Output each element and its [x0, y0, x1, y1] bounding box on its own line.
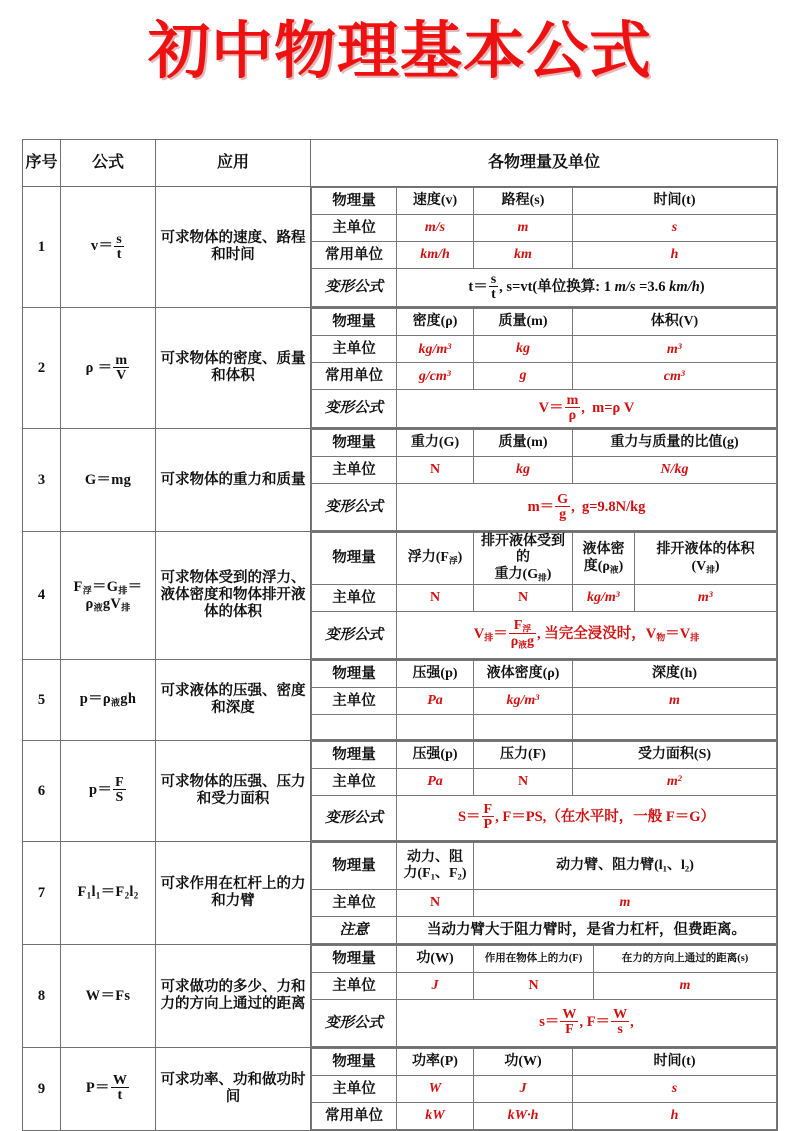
subrow-variant: [312, 999, 777, 1046]
subrow-label: 变形公式: [312, 611, 397, 658]
quantity-cell: 路程(s): [474, 188, 573, 215]
unit-cell: $kg/m^3$: [573, 584, 635, 611]
quantity-cell: 质量(m): [474, 309, 573, 336]
subrow-label: 主单位: [312, 584, 397, 611]
subrow-variant: [312, 484, 777, 531]
subrow-quantity: [312, 741, 777, 768]
subrow-label: 常用单位: [312, 242, 397, 269]
row-quantities: [311, 532, 778, 660]
row-application: 可求物体的密度、质量和体积: [156, 308, 311, 429]
unit-cell: N: [397, 584, 474, 611]
quantity-cell: 深度(h): [573, 660, 777, 687]
subrow-main-unit: [312, 889, 777, 916]
header-application: 应用: [156, 140, 311, 187]
unit-cell: kW: [397, 1102, 474, 1129]
row-index: 2: [23, 308, 61, 429]
row-index: 8: [23, 944, 61, 1047]
row-index: 7: [23, 841, 61, 944]
subrow-label: 常用单位: [312, 363, 397, 390]
quantity-cell: 时间(t): [573, 188, 777, 215]
empty-cell: [474, 714, 573, 739]
subrow-quantity: [312, 945, 777, 972]
variant-formula: s＝ $\frac{W}{F}$ , F＝ $\frac{W}{s}$ ,: [397, 999, 777, 1046]
quantity-cell: 压强(p): [397, 741, 474, 768]
unit-cell: Pa: [397, 768, 474, 795]
subrow-label: 主单位: [312, 687, 397, 714]
row-quantities: [311, 429, 778, 532]
subrow-common-unit: [312, 363, 777, 390]
row-formula: G＝mg: [61, 429, 156, 532]
quantity-cell: 液体密 度$(\rho_液)$: [573, 533, 635, 585]
table-header-row: [23, 140, 778, 187]
unit-cell: m: [474, 215, 573, 242]
subrow-label: 物理量: [312, 842, 397, 889]
unit-cell: kg: [474, 457, 573, 484]
row-application: 可求作用在杠杆上的力和力臂: [156, 841, 311, 944]
table-row: [23, 429, 778, 532]
row-formula: p＝ $\frac{F}{S}$: [61, 740, 156, 841]
variant-formula: S＝ $\frac{F}{P}$ , F＝PS,（在水平时，一般 F＝G）: [397, 795, 777, 840]
unit-cell: $m^2$: [573, 768, 777, 795]
subrow-label: 主单位: [312, 972, 397, 999]
empty-cell: [397, 714, 474, 739]
row-index: 1: [23, 187, 61, 308]
row-quantities: [311, 740, 778, 841]
row-formula: ρ ＝ $\frac{m}{V}$: [61, 308, 156, 429]
subrow-quantity: [312, 842, 777, 889]
subrow-variant: [312, 390, 777, 428]
unit-cell: kW·h: [474, 1102, 573, 1129]
row-index: 9: [23, 1047, 61, 1130]
header-quantities: 各物理量及单位: [311, 140, 778, 187]
quantity-cell: 重力与质量的比值(g): [573, 430, 777, 457]
row-quantities: [311, 187, 778, 308]
quantity-cell: 受力面积(S): [573, 741, 777, 768]
subrow-label: 变形公式: [312, 484, 397, 531]
quantity-cell: 密度(ρ): [397, 309, 474, 336]
quantity-cell: 排开液体的体积 $(V_排)$: [635, 533, 777, 585]
subrow-label: 主单位: [312, 336, 397, 363]
subrow-label: 变形公式: [312, 795, 397, 840]
table-row: [23, 659, 778, 740]
table-row: [23, 944, 778, 1047]
subrow-quantity: [312, 430, 777, 457]
unit-cell: kg: [474, 336, 573, 363]
subrow-label: 主单位: [312, 215, 397, 242]
unit-cell: Pa: [397, 687, 474, 714]
unit-cell: N: [397, 457, 474, 484]
subrow-variant: [312, 795, 777, 840]
unit-cell: J: [474, 1075, 573, 1102]
unit-cell: $g/cm^3$: [397, 363, 474, 390]
unit-cell: m: [594, 972, 777, 999]
unit-cell: m: [474, 889, 777, 916]
row-quantities: [311, 308, 778, 429]
unit-cell: $kg/m^3$: [474, 687, 573, 714]
subrow-label: 物理量: [312, 1048, 397, 1075]
quantity-cell: 质量(m): [474, 430, 573, 457]
unit-cell: $m^3$: [573, 336, 777, 363]
unit-cell: N: [474, 584, 573, 611]
row-application: 可求物体的压强、压力和受力面积: [156, 740, 311, 841]
subrow-label: 主单位: [312, 1075, 397, 1102]
subrow-label: 物理量: [312, 309, 397, 336]
table-row: [23, 841, 778, 944]
quantity-cell: 功率(P): [397, 1048, 474, 1075]
subrow-label: 常用单位: [312, 1102, 397, 1129]
subrow-label: 物理量: [312, 430, 397, 457]
row-formula: $F_浮=G_排=$ $\rho_液gV_排$: [61, 532, 156, 660]
unit-cell: m: [573, 687, 777, 714]
unit-cell: $kg/m^3$: [397, 336, 474, 363]
note-text: 当动力臂大于阻力臂时，是省力杠杆，但费距离。: [397, 916, 777, 943]
quantity-cell: 浮力$(F_浮)$: [397, 533, 474, 585]
subrow-label: 主单位: [312, 768, 397, 795]
row-application: 可求功率、功和做功时间: [156, 1047, 311, 1130]
quantity-cell: 体积(V): [573, 309, 777, 336]
subrow-label: 物理量: [312, 741, 397, 768]
unit-cell: s: [573, 215, 777, 242]
unit-cell: N/kg: [573, 457, 777, 484]
subrow-label-empty: [312, 714, 397, 739]
unit-cell: km/h: [397, 242, 474, 269]
subrow-label: 变形公式: [312, 390, 397, 428]
unit-cell: $cm^3$: [573, 363, 777, 390]
subrow-main-unit: [312, 972, 777, 999]
row-application: 可求液体的压强、密度和深度: [156, 659, 311, 740]
row-application: 可求做功的多少、力和力的方向上通过的距离: [156, 944, 311, 1047]
row-application: 可求物体的重力和质量: [156, 429, 311, 532]
quantity-cell: 重力(G): [397, 430, 474, 457]
variant-formula: t＝ $\frac{s}{t}$ , s=vt(单位换算: 1 m/s =3.6 km/h): [397, 269, 777, 307]
unit-cell: N: [397, 889, 474, 916]
subrow-label: 物理量: [312, 945, 397, 972]
quantity-cell: 压力(F): [474, 741, 573, 768]
subrow-common-unit: [312, 1102, 777, 1129]
subrow-main-unit: [312, 687, 777, 714]
row-formula: v＝ $\frac{s}{t}$: [61, 187, 156, 308]
quantity-cell: 动力臂、阻力臂($l_1$、$l_2$): [474, 842, 777, 889]
quantity-cell: 功(W): [397, 945, 474, 972]
quantity-cell: 时间(t): [573, 1048, 777, 1075]
variant-formula: V＝ $\frac{m}{\rho}$ , m=ρ V: [397, 390, 777, 428]
row-quantities: [311, 841, 778, 944]
row-application: 可求物体受到的浮力、液体密度和物体排开液体的体积: [156, 532, 311, 660]
subrow-label: 注意: [312, 916, 397, 943]
empty-cell: [573, 714, 777, 739]
quantity-cell: 压强(p): [397, 660, 474, 687]
page-title-container: [0, 14, 800, 87]
subrow-main-unit: [312, 457, 777, 484]
header-formula: 公式: [61, 140, 156, 187]
quantity-cell: 动力、阻 力($F_1$、$F_2$): [397, 842, 474, 889]
subrow-main-unit: [312, 1075, 777, 1102]
table-row: [23, 740, 778, 841]
quantity-cell: 排开液体受到的 重力$(G_排)$: [474, 533, 573, 585]
subrow-note: [312, 916, 777, 943]
subrow-quantity: [312, 309, 777, 336]
unit-cell: h: [573, 242, 777, 269]
subrow-main-unit: [312, 336, 777, 363]
unit-cell: N: [474, 972, 594, 999]
unit-cell: g: [474, 363, 573, 390]
row-quantities: [311, 659, 778, 740]
physics-formula-table: [22, 139, 778, 1131]
table-row: [23, 1047, 778, 1130]
subrow-variant: [312, 269, 777, 307]
subrow-main-unit: [312, 768, 777, 795]
subrow-label: 变形公式: [312, 999, 397, 1046]
subrow-empty: [312, 714, 777, 739]
row-index: 5: [23, 659, 61, 740]
row-index: 4: [23, 532, 61, 660]
subrow-label: 物理量: [312, 533, 397, 585]
variant-formula: $V_排=$ $\frac{F_浮}{\rho_液g}$ , 当完全浸没时，$V_物=V_排$: [397, 611, 777, 658]
subrow-label: 主单位: [312, 889, 397, 916]
unit-cell: h: [573, 1102, 777, 1129]
row-formula: $F_1l_1=F_2l_2$: [61, 841, 156, 944]
quantity-cell: 作用在物体上的力(F): [474, 945, 594, 972]
unit-cell: N: [474, 768, 573, 795]
unit-cell: m/s: [397, 215, 474, 242]
row-index: 3: [23, 429, 61, 532]
subrow-quantity: [312, 533, 777, 585]
subrow-main-unit: [312, 584, 777, 611]
unit-cell: W: [397, 1075, 474, 1102]
subrow-quantity: [312, 1048, 777, 1075]
table-row: [23, 532, 778, 660]
quantity-cell: 功(W): [474, 1048, 573, 1075]
row-formula: W＝Fs: [61, 944, 156, 1047]
page-title: 初中物理基本公式: [147, 14, 652, 87]
quantity-cell: 液体密度(ρ): [474, 660, 573, 687]
subrow-common-unit: [312, 242, 777, 269]
table-row: [23, 187, 778, 308]
quantity-cell: 在力的方向上通过的距离(s): [594, 945, 777, 972]
unit-cell: J: [397, 972, 474, 999]
subrow-label: 物理量: [312, 188, 397, 215]
unit-cell: km: [474, 242, 573, 269]
subrow-main-unit: [312, 215, 777, 242]
quantity-cell: 速度(v): [397, 188, 474, 215]
header-no: 序号: [23, 140, 61, 187]
unit-cell: $m^3$: [635, 584, 777, 611]
variant-formula: m＝ $\frac{G}{g}$ , g=9.8N/kg: [397, 484, 777, 531]
row-application: 可求物体的速度、路程和时间: [156, 187, 311, 308]
subrow-label: 变形公式: [312, 269, 397, 307]
row-quantities: [311, 1047, 778, 1130]
subrow-variant: [312, 611, 777, 658]
table-row: [23, 308, 778, 429]
row-quantities: [311, 944, 778, 1047]
subrow-label: 主单位: [312, 457, 397, 484]
subrow-quantity: [312, 660, 777, 687]
subrow-label: 物理量: [312, 660, 397, 687]
row-formula: $p=\rho_液gh$: [61, 659, 156, 740]
unit-cell: s: [573, 1075, 777, 1102]
subrow-quantity: [312, 188, 777, 215]
row-formula: P＝ $\frac{W}{t}$: [61, 1047, 156, 1130]
row-index: 6: [23, 740, 61, 841]
